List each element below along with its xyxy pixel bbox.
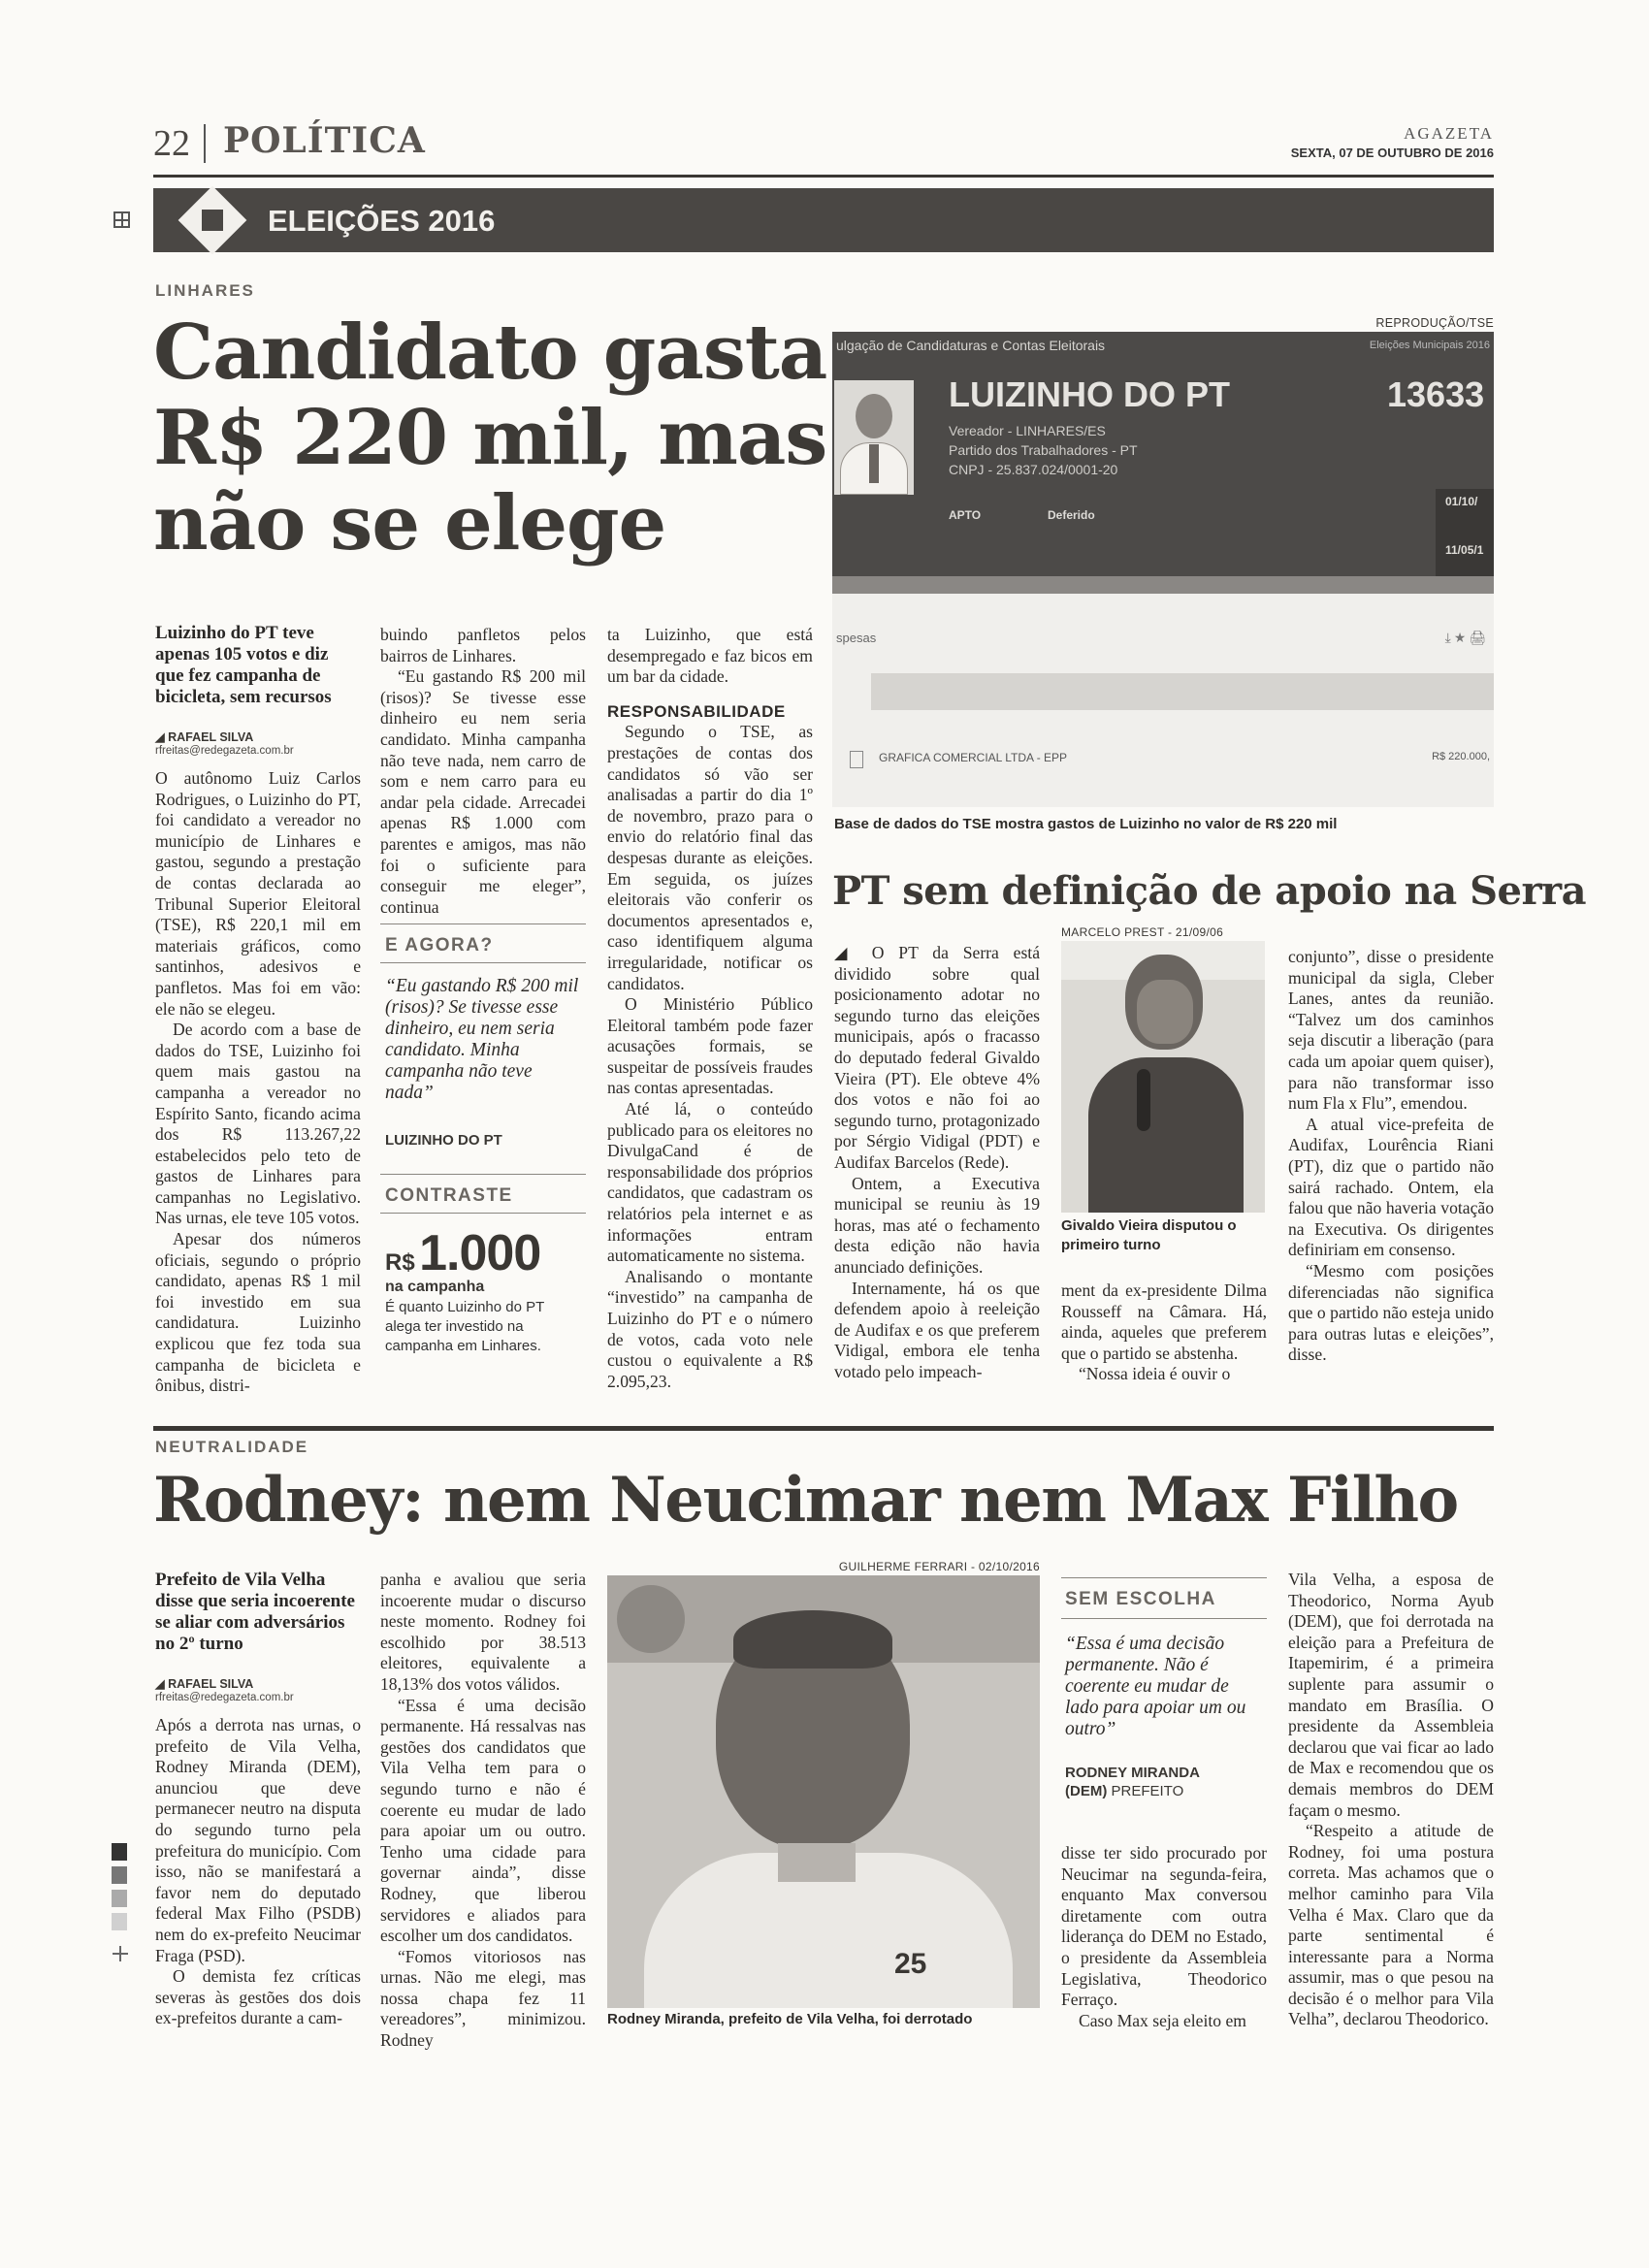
story1-column-2 bbox=[380, 625, 586, 918]
paragraph: Segundo o TSE, as prestações de contas dos candidatos só vão ser analisadas a partir do dia 1º de novembro, prazo para o envio do relatório final das despesas durante as eleições. Em seguida, os juízes eleitorais vão conferir os documentos apresentados e, caso identifiquem alguma irregularidade, notificar os candidatos. bbox=[607, 722, 813, 993]
sem-escolha-label: SEM ESCOLHA bbox=[1065, 1589, 1216, 1609]
e-agora-source: LUIZINHO DO PT bbox=[385, 1132, 502, 1149]
supplier-name: GRAFICA COMERCIAL LTDA - EPP bbox=[879, 751, 1068, 764]
candidate-name: LUIZINHO DO PT bbox=[949, 374, 1230, 414]
paragraph: O autônomo Luiz Carlos Rodrigues, o Luizinho do PT, foi candidato a vereador no município de Linhares e gastou, segundo a prestação de contas declarada ao Tribunal Superior Eleitoral (TSE), R$ 220,1 mil em materiais gráficos, como santinhos, adesivos e panfletos. Mas foi em vão: ele não se elegeu. bbox=[155, 768, 361, 1019]
story3-email: rfreitas@redegazeta.com.br bbox=[155, 1692, 294, 1703]
panel-date-1: 01/10/ bbox=[1445, 495, 1478, 508]
crosshair-icon bbox=[113, 1946, 128, 1961]
paragraph: panha e avaliou que seria incoerente mudar o discurso neste momento. Rodney foi escolhido por 38.513 eleitores, equivalente a 18,13% dos votos válidos. bbox=[380, 1570, 586, 1694]
story2-photo-credit: MARCELO PREST - 21/09/06 bbox=[1061, 925, 1224, 939]
sem-escolha-quote: “Essa é uma decisão permanente. Não é coerente eu mudar de lado para apoiar um ou outro” bbox=[1065, 1634, 1246, 1739]
candidate-number: 13633 bbox=[1387, 374, 1485, 414]
story1-headline bbox=[153, 310, 832, 567]
paragraph: ta Luizinho, que está desempregado e faz bicos em um bar da cidade. bbox=[607, 625, 813, 687]
box-rule bbox=[380, 1174, 586, 1175]
story2-column-2 bbox=[1061, 1280, 1267, 1385]
elections-banner bbox=[153, 188, 1494, 252]
e-agora-quote: “Eu gastando R$ 200 mil (risos)? Se tivesse esse dinheiro, eu nem seria candidato. Minha campanha não teve nada” bbox=[385, 976, 579, 1103]
paragraph: Após a derrota nas urnas, o prefeito de Vila Velha, Rodney Miranda (DEM), anunciou que deve permanecer neutro na disputa do segundo turno pela prefeitura do município. Com isso, não se manifestará a favor nem do deputado federal Max Filho (PSDB) nem do ex-prefeito Neucimar Fraga (PSD). bbox=[155, 1715, 361, 1965]
box-rule bbox=[1061, 1577, 1267, 1578]
box-rule bbox=[380, 1213, 586, 1214]
subtitle-responsabilidade: RESPONSABILIDADE bbox=[607, 701, 786, 721]
section-rule bbox=[153, 1426, 1494, 1431]
story3-column-2 bbox=[380, 1570, 586, 2052]
status-deferido: Deferido bbox=[1048, 508, 1095, 522]
source-party: (DEM) bbox=[1065, 1783, 1108, 1799]
byline-mark: ◢ bbox=[834, 943, 872, 962]
paragraph: Vila Velha, a esposa de Theodorico, Norma Ayub (DEM), que foi derrotada na eleição para a Prefeitura de Itapemirim, é a primeira suplente para assumir o mandato em Brasília. O presidente da Assembleia declarou que vai ficar ao lado de Max e recomendou que os demais membros do DEM façam o mesmo. bbox=[1288, 1570, 1494, 1820]
story1-email: rfreitas@redegazeta.com.br bbox=[155, 745, 294, 757]
screenshot-top-right: Eleições Municipais 2016 bbox=[1369, 340, 1490, 351]
paragraph: “Fomos vitoriosos nas urnas. Não me elegi, mas nossa chapa fez 11 vereadores”, minimizou. Rodney bbox=[380, 1946, 586, 2051]
author-name: RAFAEL SILVA bbox=[168, 730, 254, 744]
paragraph: Ontem, a Executiva municipal se reuniu às 19 horas, mas até o fechamento desta edição não havia anunciado definições. bbox=[834, 1173, 1040, 1277]
story3-headline: Rodney: nem Neucimar nem Max Filho bbox=[153, 1464, 1458, 1537]
paragraph: De acordo com a base de dados do TSE, Luizinho foi quem mais gastou na campanha a vereador no Espírito Santo, ficando acima dos R$ 113.267,22 estabelecidos pelo teto de gastos de Linhares para campanhas no Legislativo. Nas urnas, ele teve 105 votos. bbox=[155, 1020, 361, 1228]
paragraph: O demista fez críticas severas às gestões dos dois ex-prefeitos durante a cam- bbox=[155, 1966, 361, 2028]
story3-column-3 bbox=[1061, 1843, 1267, 2031]
paragraph: “Respeito a atitude de Rodney, foi uma postura correta. Mas achamos que o melhor caminho para Vila Velha é Max. Claro que da parte sentimental é interessante para a Norma assumir, mas o que pesou na decisão é o melhor para Vila Velha”, declarou Theodorico. bbox=[1288, 1821, 1494, 2029]
contraste-figure bbox=[385, 1224, 540, 1282]
tse-screenshot bbox=[832, 332, 1494, 594]
contraste-text: É quanto Luizinho do PT alega ter investido na campanha em Linhares. bbox=[385, 1299, 545, 1354]
despesas-label: spesas bbox=[836, 631, 877, 645]
paragraph: buindo panfletos pelos bairros de Linhares. bbox=[380, 625, 586, 665]
story3-photo-credit: GUILHERME FERRARI - 02/10/2016 bbox=[838, 1560, 1040, 1573]
paragraph: Apesar dos números oficiais, segundo o próprio candidato, apenas R$ 1 mil foi investido em sua candidatura. Luizinho explicou que fez toda sua campanha de bicicleta e ônibus, distri- bbox=[155, 1229, 361, 1396]
supplier-value: R$ 220.000, bbox=[1432, 751, 1490, 762]
story1-column-1 bbox=[155, 768, 361, 1397]
screenshot-caption: Base de dados do TSE mostra gastos de Luizinho no valor de R$ 220 mil bbox=[834, 816, 1338, 832]
contraste-label: CONTRASTE bbox=[385, 1185, 513, 1206]
screenshot-lower bbox=[832, 594, 1494, 807]
rodney-photo bbox=[607, 1575, 1040, 2008]
screenshot-top-bar: ulgação de Candidaturas e Contas Eleitorais bbox=[836, 338, 1106, 353]
story1-column-3 bbox=[607, 625, 813, 1392]
story2-column-3 bbox=[1288, 947, 1494, 1366]
story1-kicker: LINHARES bbox=[155, 281, 255, 300]
issue-date: SEXTA, 07 DE OUTUBRO DE 2016 bbox=[1290, 146, 1494, 160]
givaldo-photo bbox=[1061, 941, 1265, 1213]
paragraph: “Eu gastando R$ 200 mil (risos)? Se tivesse esse dinheiro eu nem seria candidato. Minha campanha não teve nada, nem carro de som e nem carro para eu andar pela cidade. Arrecadei apenas R$ 1.000 com parentes e amigos, mas não foi o suficiente para conseguir me eleger”, continua bbox=[380, 666, 586, 917]
paragraph: Analisando o montante “investido” na campanha de Luizinho do PT e o número de votos, cada voto nele custou o equivalente a R$ 2.095,23. bbox=[607, 1266, 813, 1391]
story1-author: ◢ RAFAEL SILVA bbox=[155, 730, 254, 744]
paragraph: A atual vice-prefeita de Audifax, Lourência Riani (PT), diz que o partido não sairá rachado. Ontem, ela falou que não haveria votação na Executiva. Os dirigentes definiriam em consenso. bbox=[1288, 1114, 1494, 1260]
section-title: POLÍTICA bbox=[223, 120, 426, 161]
page-number: 22 bbox=[153, 123, 190, 164]
box-rule bbox=[1061, 1618, 1267, 1619]
story3-author: ◢ RAFAEL SILVA bbox=[155, 1677, 254, 1691]
paragraph: O Ministério Público Eleitoral também pode fazer acusações formais, se suspeitar de possíveis fraudes nas contas apresentadas. bbox=[607, 994, 813, 1098]
paragraph: “Essa é uma decisão permanente. Há ressalvas nas gestões dos candidatos que Vila Velha tem para o segundo turno e não é coerente eu mudar de lado para apoiar um ou outro. Tenho uma cidade para governar ainda”, disse Rodney, que liberou servidores e aliados para escolher um dos candidatos. bbox=[380, 1695, 586, 1946]
screenshot-credit: REPRODUÇÃO/TSE bbox=[1375, 316, 1494, 330]
paragraph: Caso Max seja eleito em bbox=[1079, 2010, 1246, 2030]
status-apto: APTO bbox=[949, 508, 982, 522]
header-divider bbox=[204, 124, 206, 163]
document-icon bbox=[850, 751, 863, 768]
headline-line-2: R$ 220 mil, mas bbox=[153, 394, 827, 482]
banner-title: ELEIÇÕES 2016 bbox=[268, 204, 496, 238]
paragraph: disse ter sido procurado por Neucimar na segunda-feira, enquanto Max conversou diretamente com outra liderança do DEM no Estado, o presidente da Assembleia Legislativa, Theodorico Ferraço. bbox=[1061, 1843, 1267, 2010]
ballot-box-icon bbox=[178, 186, 247, 255]
paragraph: conjunto”, disse o presidente municipal da sigla, Cleber Lanes, antes da reunião. “Talvez um dos caminhos seja discutir a liberação (para cada um apoiar quem quiser), para não transformar isso num Fla x Flu”, emendou. bbox=[1288, 947, 1494, 1114]
newspaper-name: AGAZETA bbox=[1404, 124, 1494, 143]
story2-column-1 bbox=[834, 943, 1040, 1382]
candidate-office: Vereador - LINHARES/ES bbox=[949, 423, 1106, 438]
box-rule bbox=[380, 962, 586, 963]
contraste-value-label: na campanha bbox=[385, 1279, 485, 1295]
paragraph: “Mesmo com posições diferenciadas não significa que o partido não esteja unido para outras lutas e eleições”, disse. bbox=[1288, 1260, 1494, 1365]
print-registration-marks bbox=[112, 1843, 129, 1950]
paragraph: ment da ex-presidente Dilma Rousseff na Câmara. Há, ainda, aqueles que preferem que o partido se abstenha. bbox=[1061, 1280, 1267, 1363]
story3-photo-caption: Rodney Miranda, prefeito de Vila Velha, foi derrotado bbox=[607, 2011, 973, 2027]
shirt-number: 25 bbox=[894, 1948, 927, 1980]
panel-date-2: 11/05/1 bbox=[1445, 543, 1484, 557]
story3-subhead: Prefeito de Vila Velha disse que seria incoerente se aliar com adversários no 2º turno bbox=[155, 1570, 355, 1654]
story2-photo-caption: Givaldo Vieira disputou o primeiro turno bbox=[1061, 1217, 1237, 1253]
candidate-photo bbox=[834, 380, 914, 495]
story3-column-1 bbox=[155, 1715, 361, 2029]
source-role: PREFEITO bbox=[1111, 1783, 1184, 1799]
paragraph: “Nossa ideia é ouvir o bbox=[1079, 1364, 1231, 1384]
story2-headline: PT sem definição de apoio na Serra bbox=[832, 868, 1587, 914]
page-header bbox=[153, 114, 1494, 173]
candidate-cnpj: CNPJ - 25.837.024/0001-20 bbox=[949, 462, 1118, 477]
toolbar-icons: ⤓ ★ 🖨 bbox=[1444, 632, 1486, 646]
screenshot-gray-band bbox=[871, 673, 1494, 710]
paragraph: Até lá, o conteúdo publicado para os eleitores no DivulgaCand é de responsabilidade dos próprios candidatos, que cadastram os relatórios pela internet e as informações entram automaticamente no sistema. bbox=[607, 1099, 813, 1266]
source-name: RODNEY MIRANDA bbox=[1065, 1765, 1200, 1781]
headline-line-3: não se elege bbox=[153, 479, 666, 567]
story3-column-4 bbox=[1288, 1570, 1494, 2030]
box-rule bbox=[380, 923, 586, 924]
story3-kicker: NEUTRALIDADE bbox=[155, 1438, 309, 1456]
screenshot-nav-bar bbox=[832, 576, 1494, 594]
paragraph: ◢ O PT da Serra está dividido sobre qual posicionamento adotar no segundo turno das eleições municipais, após o fracasso do deputado federal Givaldo Vieira (PT). Ele obteve 4% dos votos e não foi ao segundo turno, protagonizado por Sérgio Vidigal (PDT) e Audifax Barcelos (Rede). bbox=[834, 943, 1041, 1172]
paragraph: Internamente, há os que defendem apoio à reeleição de Audifax e os que preferem Vidigal, embora ele tenha votado pelo impeach- bbox=[834, 1278, 1040, 1381]
currency: R$ bbox=[385, 1249, 415, 1276]
registration-mark-icon bbox=[113, 211, 130, 228]
contraste-value: 1.000 bbox=[419, 1225, 541, 1281]
header-rule bbox=[153, 175, 1494, 178]
sem-escolha-source bbox=[1065, 1764, 1200, 1800]
story1-subhead: Luizinho do PT teve apenas 105 votos e diz que fez campanha de bicicleta, sem recursos bbox=[155, 623, 332, 707]
e-agora-label: E AGORA? bbox=[385, 935, 494, 956]
headline-line-1: Candidato gasta bbox=[153, 308, 827, 397]
candidate-party: Partido dos Trabalhadores - PT bbox=[949, 442, 1138, 458]
author-name: RAFAEL SILVA bbox=[168, 1677, 254, 1691]
